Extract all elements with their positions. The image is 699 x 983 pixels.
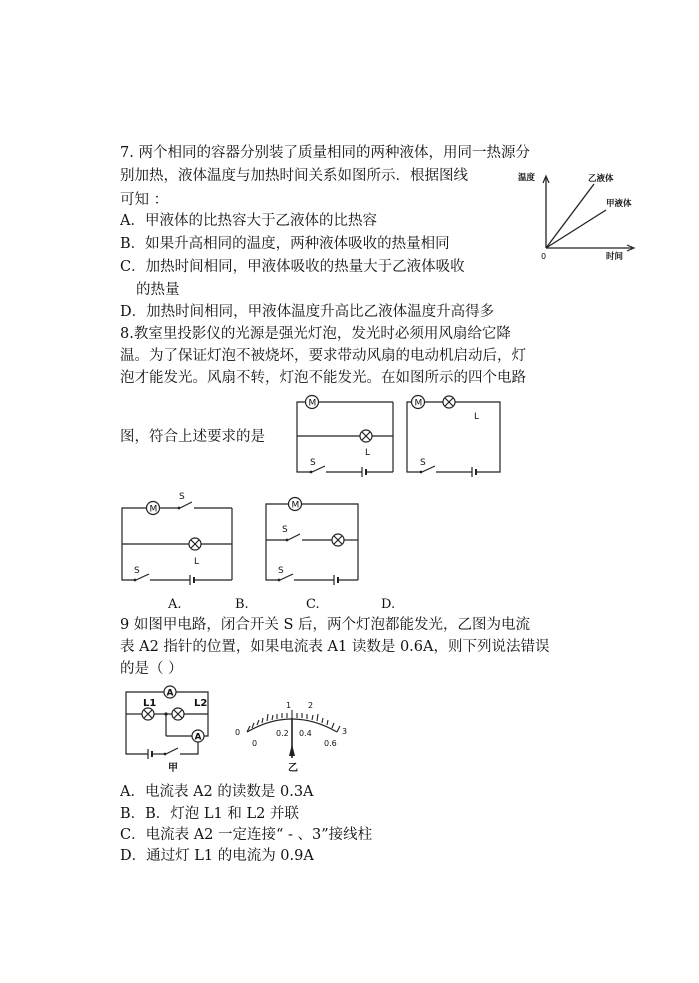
q8-choice-c: C. <box>306 597 320 612</box>
q9-line3: 的是（ ） <box>120 661 183 677</box>
q7-option-c-line2: 的热量 <box>136 282 180 298</box>
q9-figure-jia-label: 甲 <box>168 763 178 774</box>
q7-line1: 7. 两个相同的容器分别装了质量相同的两种液体，用同一热源分 <box>120 145 530 161</box>
q8-d-switch1-icon <box>286 534 300 541</box>
q9-dial-top-1: 1 <box>286 701 292 710</box>
q8-choice-d: D. <box>381 597 396 612</box>
q8-c-switch2-label: S <box>134 566 140 576</box>
q9-option-c: C．电流表 A2 一定连接“ - 、3”接线柱 <box>120 827 373 843</box>
q8-line2: 温。为了保证灯泡不被烧坏，要求带动风扇的电动机启动后，灯 <box>120 348 526 364</box>
q7-option-c-line1: C．加热时间相同，甲液体吸收的热量大于乙液体吸收 <box>120 259 465 275</box>
q9-figure-yi-label: 乙 <box>288 763 298 774</box>
q8-circuit-b <box>400 392 510 480</box>
q8-line4: 图，符合上述要求的是 <box>120 429 265 445</box>
q8-c-switch1-icon <box>178 502 192 509</box>
q9-dial-bottom-3: 0.6 <box>324 739 337 748</box>
q9-dial-top-3: 3 <box>342 727 348 736</box>
q9-dial-bottom-0: 0 <box>252 739 258 748</box>
q7-option-b: B．如果升高相同的温度，两种液体吸收的热量相同 <box>120 236 450 252</box>
q8-circuit-c <box>112 494 242 586</box>
q8-a-motor-label: M <box>308 398 317 409</box>
q7-option-a: A．甲液体的比热容大于乙液体的比热容 <box>120 213 377 229</box>
q8-c-motor-label: M <box>149 504 158 515</box>
q9-dial-bottom-2: 0.4 <box>299 729 312 738</box>
q9-lamp-l1-label: L1 <box>143 698 157 709</box>
q7-line3: 可知 ： <box>120 192 169 208</box>
q7-temperature-time-graph <box>510 168 640 263</box>
q8-circuit-d <box>258 494 368 586</box>
q9-lamp-l1-icon <box>142 708 154 720</box>
q7-line2: 别加热，液体温度与加热时间关系如图所示．根据图线 <box>120 168 468 184</box>
q9-switch-icon <box>164 748 178 755</box>
q9-dial-bottom-1: 0.2 <box>276 729 289 738</box>
q9-ammeter-a1-label: A <box>166 688 174 699</box>
q9-battery-icon <box>148 749 152 759</box>
q9-lamp-l2-label: L2 <box>194 698 208 709</box>
q8-b-motor-label: M <box>414 398 423 409</box>
q8-line1: 8.教室里投影仪的光源是强光灯泡，发光时必须用风扇给它降 <box>120 326 511 342</box>
q8-b-lamp-icon <box>443 396 455 408</box>
q8-choice-b: B. <box>235 597 249 612</box>
q8-c-switch1-label: S <box>179 492 185 502</box>
q8-circuit-a <box>290 392 400 480</box>
q8-line3: 泡才能发光。风扇不转，灯泡不能发光。在如图所示的四个电路 <box>120 370 526 386</box>
q9-option-b: B．B．灯泡 L1 和 L2 并联 <box>120 806 299 822</box>
q7-graph-series-jia: 甲液体 <box>606 199 632 209</box>
q7-graph-xlabel: 时间 <box>606 252 624 262</box>
q7-graph-series-yi: 乙液体 <box>588 174 614 184</box>
q8-c-lamp-icon <box>189 538 201 550</box>
q9-dial-top-2: 2 <box>308 701 314 710</box>
q8-a-lamp-icon <box>360 430 372 442</box>
q9-ammeter-a2-label: A <box>194 732 202 743</box>
q9-dial-needle <box>289 718 295 758</box>
q7-graph-ylabel: 温度 <box>518 173 536 183</box>
q7-graph-origin: 0 <box>541 252 547 261</box>
q9-line2: 表 A2 指针的位置，如果电流表 A1 读数是 0.6A，则下列说法错误 <box>120 639 550 655</box>
q9-option-a: A．电流表 A2 的读数是 0.3A <box>120 784 314 800</box>
q8-a-switch-label: S <box>310 458 316 468</box>
q8-a-battery-icon <box>362 467 366 477</box>
q8-d-switch1-label: S <box>282 525 288 535</box>
q9-line1: 9 如图甲电路，闭合开关 S 后，两个灯泡都能发光，乙图为电流 <box>120 617 530 633</box>
q7-graph-line-yi <box>546 184 594 248</box>
q8-b-switch-label: S <box>420 458 426 468</box>
q8-d-switch2-label: S <box>278 566 284 576</box>
q8-c-battery-icon <box>190 575 194 585</box>
q9-ammeter-dial-yi <box>232 696 354 778</box>
q8-c-lamp-label: L <box>194 557 200 567</box>
q8-b-lamp-label: L <box>474 412 480 422</box>
q9-option-d: D．通过灯 L1 的电流为 0.9A <box>120 848 314 864</box>
q8-a-lamp-label: L <box>365 448 371 458</box>
q8-d-battery-icon <box>334 575 338 585</box>
q9-lamp-l2-icon <box>172 708 184 720</box>
q8-choice-a: A. <box>168 597 182 612</box>
q9-circuit-jia <box>118 682 228 774</box>
q7-option-d: D．加热时间相同，甲液体温度升高比乙液体温度升高得多 <box>120 304 495 320</box>
q7-graph-line-jia <box>546 210 606 248</box>
q9-dial-top-0: 0 <box>235 728 241 737</box>
q8-d-lamp-icon <box>332 534 344 546</box>
q9-dial-ticks <box>247 710 340 732</box>
q8-d-motor-label: M <box>291 500 300 511</box>
q8-b-battery-icon <box>472 467 476 477</box>
